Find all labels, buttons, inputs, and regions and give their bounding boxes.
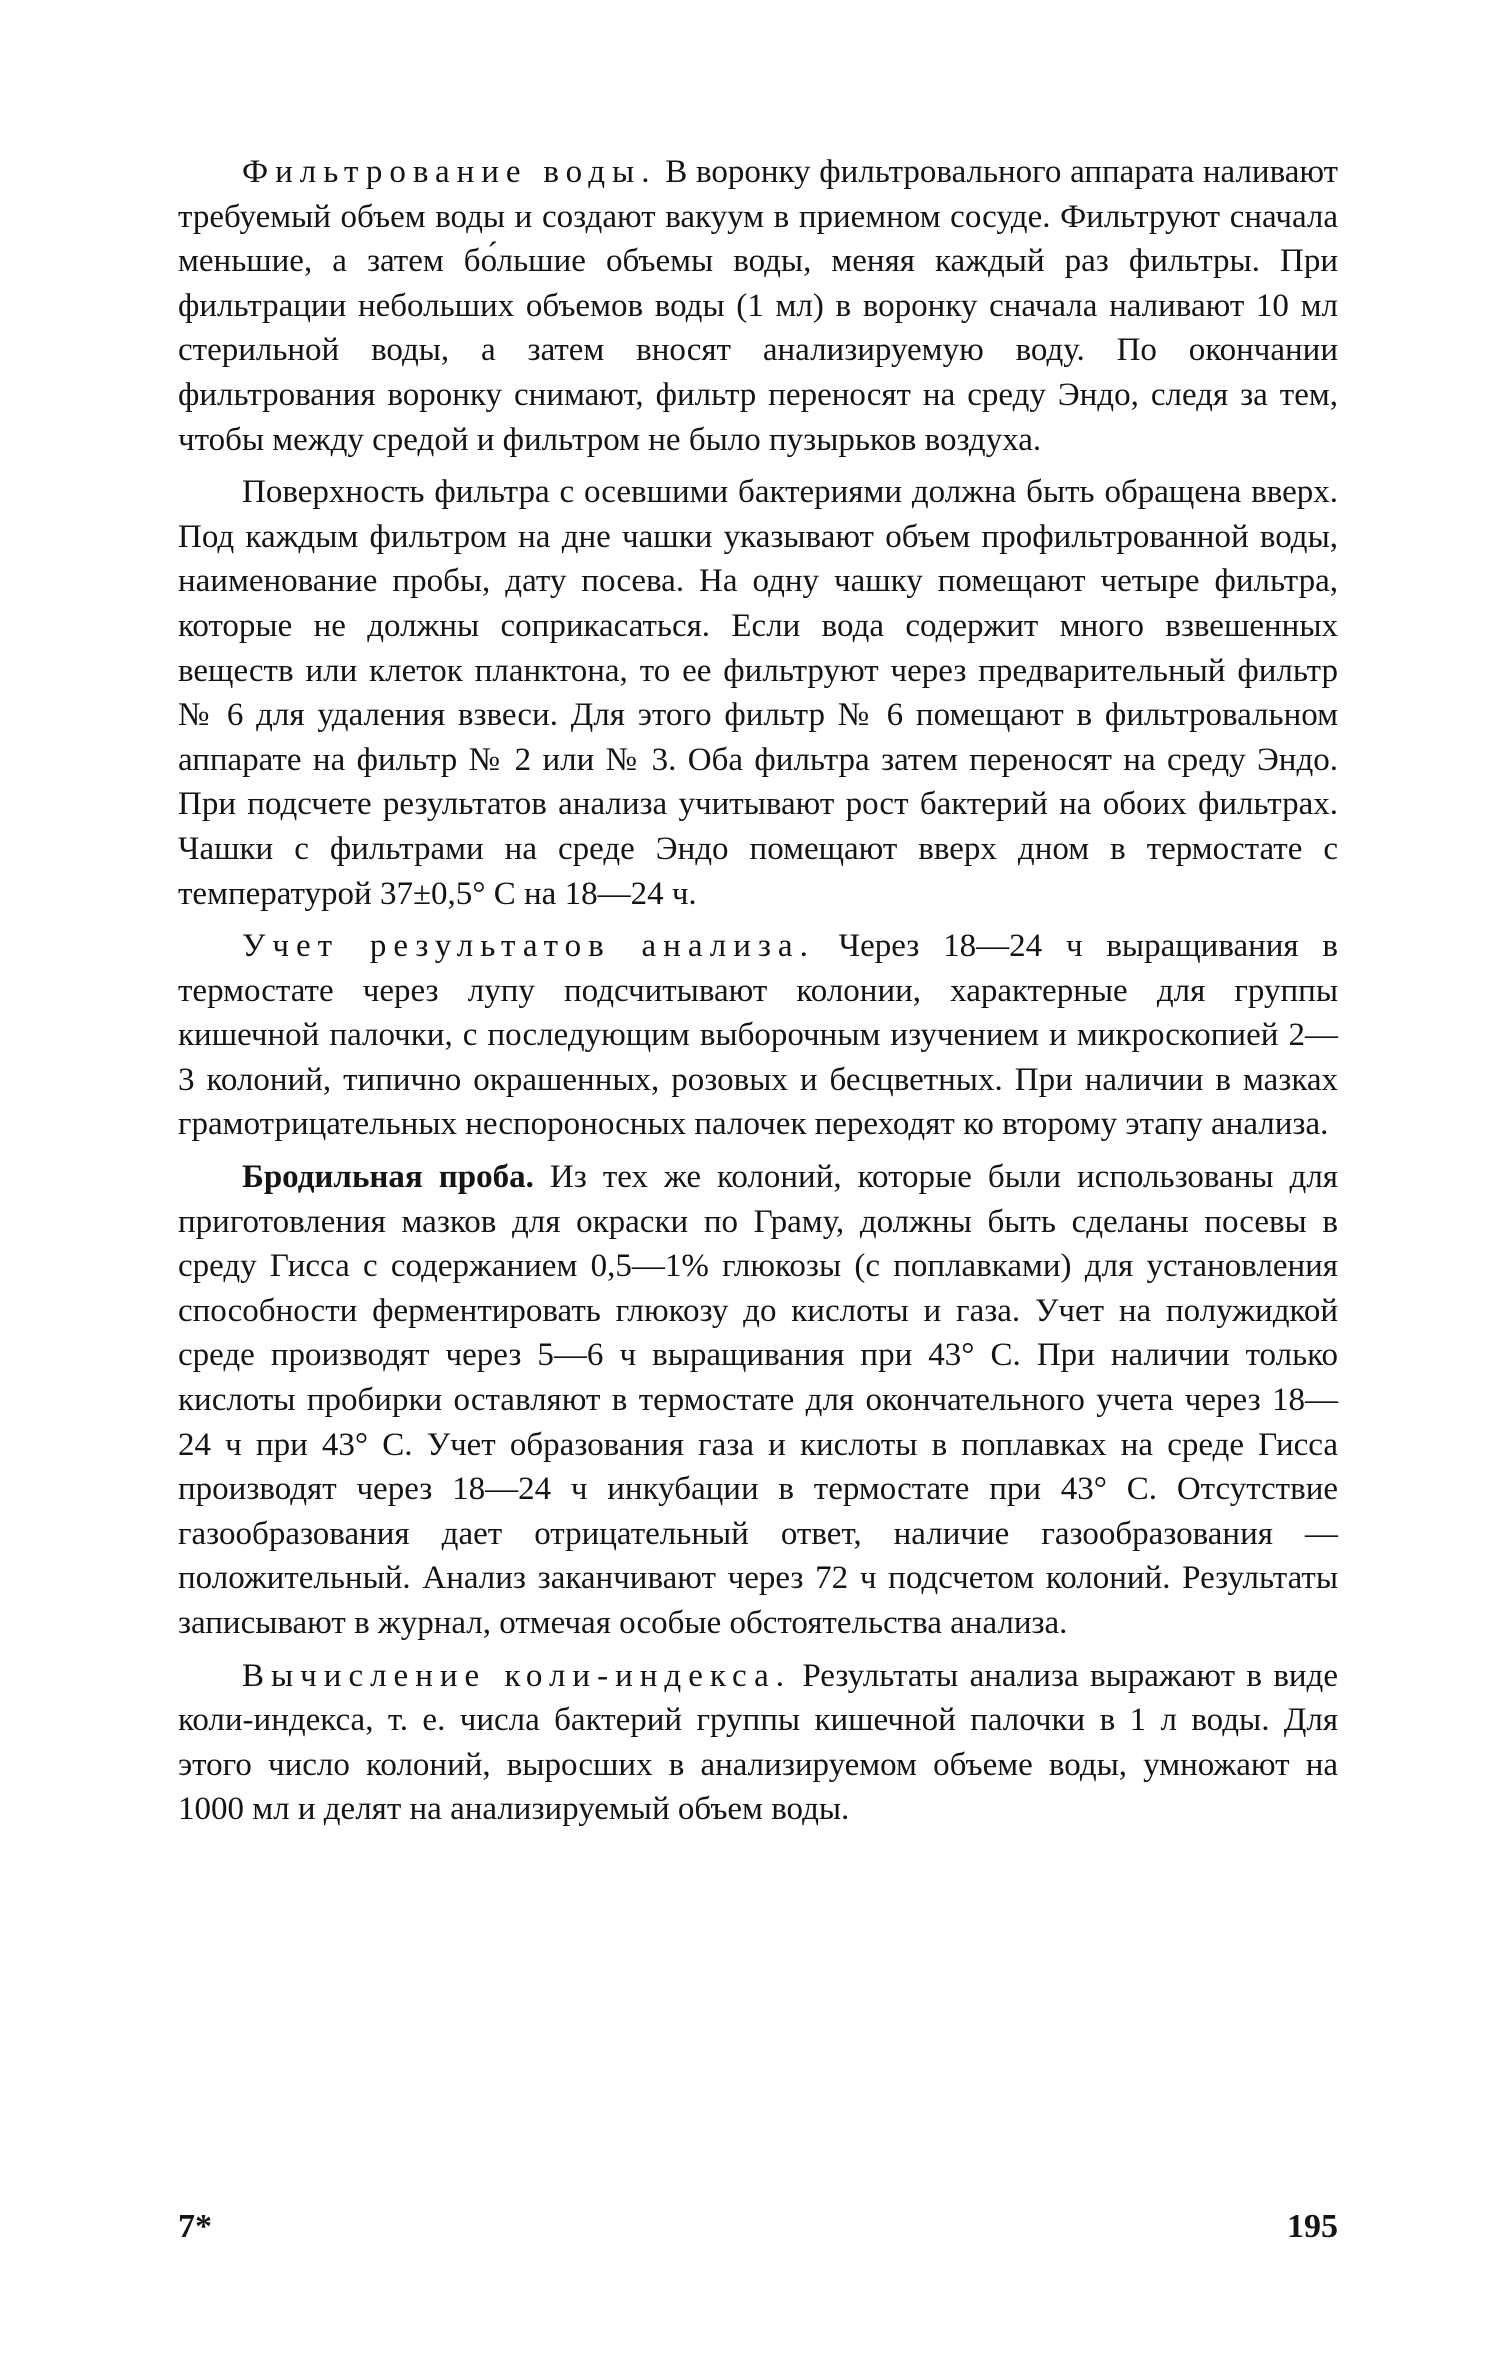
paragraph-filtration (178, 150, 1338, 462)
paragraph-coli-index (178, 1654, 1338, 1832)
paragraph-filter-surface-text: Поверхность фильтра с осевшими бактериями должна быть обращена вверх. Под каждым фильтром на дне чашки указывают объем профильтрованной воды, наименование пробы, дату посева. На одну чашку помещают четыре фильтра, которые не должны соприкасаться. Если вода содержит много взвешенных веществ или клеток планктона, то ее фильтруют через предварительный фильтр № 6 для удаления взвеси. Для этого фильтр № 6 помещают в фильтровальном аппарате на фильтр № 2 или № 3. Оба фильтра затем переносят на среду Эндо. При подсчете результатов анализа учитывают рост бактерий на обоих фильтрах. Чашки с фильтрами на среде Эндо помещают вверх дном в термостате с температурой 37±0,5° С на 18—24 ч. (178, 474, 1338, 912)
page-footer (178, 2208, 1338, 2258)
page-number: 195 (1287, 2208, 1338, 2245)
paragraph-results (178, 924, 1338, 1147)
signature-mark: 7* (178, 2208, 212, 2245)
paragraph-fermentation-text: Из тех же колоний, которые были использованы для приготовления мазков для окраски по Граму, должны быть сделаны посевы в среду Гисса с содержанием 0,5—1% глюкозы (с поплавками) для установления способности ферментировать глюкозу до кислоты и газа. Учет на полужидкой среде производят через 5—6 ч выращивания при 43° С. При наличии только кислоты пробирки оставляют в термостате для окончательного учета через 18—24 ч при 43° С. Учет образования газа и кислоты в поплавках на среде Гисса производят через 18—24 ч инкубации в термостате при 43° С. Отсутствие газообразования дает отрицательный ответ, наличие газообразования — положительный. Анализ заканчивают через 72 ч подсчетом колоний. Результаты записывают в журнал, отмечая особые обстоятельства анализа. (178, 1159, 1338, 1641)
paragraph-coli-index-text: Результаты анализа выражают в виде коли-индекса, т. е. числа бактерий группы кишечной палочки в 1 л воды. Для этого число колоний, выросших в анализируемом объеме воды, умножают на 1000 мл и делят на анализируемый объем воды. (178, 1657, 1338, 1828)
paragraph-filtration-text: В воронку фильтровального аппарата наливают требуемый объем воды и создают вакуум в приемном сосуде. Фильтруют сначала меньшие, а затем бо́льшие объемы воды, меняя каждый раз фильтры. При фильтрации небольших объемов воды (1 мл) в воронку сначала наливают 10 мл стерильной воды, а затем вносят анализируемую воду. По окончании фильтрования воронку снимают, фильтр переносят на среду Эндо, следя за тем, чтобы между средой и фильтром не было пузырьков воздуха. (178, 154, 1338, 458)
heading-filtration: Фильтрование воды. (242, 154, 657, 190)
paragraph-filter-surface (178, 470, 1338, 916)
page-body (178, 150, 1338, 1840)
paragraph-results-text: Через 18—24 ч выращивания в термостате через лупу подсчитывают колонии, характерные для группы кишечной палочки, с последующим выборочным изучением и микроскопией 2—3 колоний, типично окрашенных, розовых и бесцветных. При наличии в мазках грамотрицательных неспороносных палочек переходят ко второму этапу анализа. (178, 928, 1338, 1143)
heading-coli-index: Вычисление коли-индекса. (242, 1657, 791, 1694)
heading-results: Учет результатов анализа. (242, 928, 815, 965)
heading-fermentation: Бродильная проба. (242, 1159, 534, 1196)
paragraph-fermentation (178, 1155, 1338, 1646)
